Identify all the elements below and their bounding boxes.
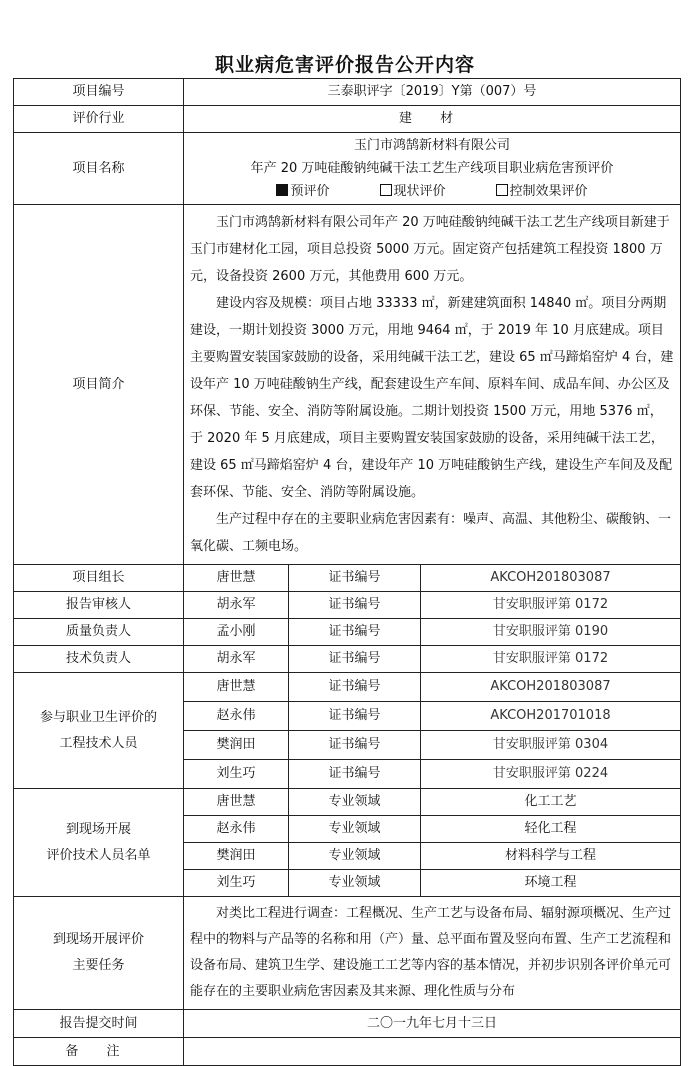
participant-cert: AKCOH201701018 — [421, 702, 681, 731]
option-pre-evaluation[interactable]: 预评价 — [276, 180, 329, 203]
onsite-name: 赵永伟 — [184, 816, 289, 843]
onsite-field: 专业领域 — [289, 843, 421, 870]
project-name: 年产 20 万吨硅酸钠纯碱干法工艺生产线项目职业病危害预评价 — [250, 161, 614, 176]
row-task — [14, 897, 681, 1010]
participant-field: 证书编号 — [289, 673, 421, 702]
reviewer-name: 胡永军 — [184, 592, 289, 619]
participant-field: 证书编号 — [289, 702, 421, 731]
project-no-label: 项目编号 — [14, 79, 184, 106]
project-no-value: 三泰职评字〔2019〕Y第（007）号 — [184, 79, 681, 106]
onsite-field: 专业领域 — [289, 870, 421, 897]
technical-label: 技术负责人 — [14, 646, 184, 673]
quality-field: 证书编号 — [289, 619, 421, 646]
onsite-specialty: 环境工程 — [421, 870, 681, 897]
onsite-name: 唐世慧 — [184, 789, 289, 816]
participant-name: 刘生巧 — [184, 760, 289, 789]
row-project-no — [14, 79, 681, 106]
disclosure-table — [13, 78, 681, 1066]
option-control-evaluation[interactable]: 控制效果评价 — [496, 180, 588, 203]
technical-field: 证书编号 — [289, 646, 421, 673]
row-summary — [14, 205, 681, 565]
evaluation-type-options — [188, 180, 676, 203]
remark-label: 备 注 — [14, 1038, 184, 1066]
leader-field: 证书编号 — [289, 565, 421, 592]
onsite-field: 专业领域 — [289, 789, 421, 816]
quality-label: 质量负责人 — [14, 619, 184, 646]
quality-cert: 甘安职服评第 0190 — [421, 619, 681, 646]
row-industry — [14, 106, 681, 133]
reviewer-cert: 甘安职服评第 0172 — [421, 592, 681, 619]
industry-value: 建 材 — [184, 106, 681, 133]
participant-name: 唐世慧 — [184, 673, 289, 702]
participant-cert: 甘安职服评第 0304 — [421, 731, 681, 760]
leader-label: 项目组长 — [14, 565, 184, 592]
row-quality — [14, 619, 681, 646]
project-name-label: 项目名称 — [14, 133, 184, 205]
summary-paragraph: 玉门市鸿鹄新材料有限公司年产 20 万吨硅酸钠纯碱干法工艺生产线项目新建于玉门市建材化工园，项目总投资 5000 万元。固定资产包括建筑工程投资 1800 万元，设备投资 2600 万元，其他费用 600 万元。 — [190, 215, 670, 284]
row-leader — [14, 565, 681, 592]
leader-name: 唐世慧 — [184, 565, 289, 592]
participant-field: 证书编号 — [289, 760, 421, 789]
remark-value — [184, 1038, 681, 1066]
row-onsite — [14, 789, 681, 816]
industry-label: 评价行业 — [14, 106, 184, 133]
participant-cert: AKCOH201803087 — [421, 673, 681, 702]
row-submit — [14, 1010, 681, 1038]
summary-paragraph: 建设内容及规模：项目占地 33333 ㎡，新建建筑面积 14840 ㎡。项目分两期建设，一期计划投资 3000 万元，用地 9464 ㎡，于 2019 年 10 月底建成。项目主要购置安装国家鼓励的设备，采用纯碱干法工艺，建设 65 ㎡马蹄焰窑炉 4 台，建设年产 10 万吨硅酸钠生产线，配套建设生产车间、原料车间、成品车间、办公区及环保、节能、安全、消防等附属设施。二期计划投资 1500 万元，用地 5376 ㎡，于 2020 年 5 月底建成，项目主要购置安装国家鼓励的设备，采用纯碱干法工艺，建设 65 ㎡马蹄焰窑炉 4 台，建设年产 10 万吨硅酸钠生产线，建设生产车间及及配套环保、节能、安全、消防等附属设施。 — [190, 296, 674, 500]
participant-name: 樊润田 — [184, 731, 289, 760]
onsite-specialty: 材料科学与工程 — [421, 843, 681, 870]
submit-label: 报告提交时间 — [14, 1010, 184, 1038]
technical-cert: 甘安职服评第 0172 — [421, 646, 681, 673]
row-remark — [14, 1038, 681, 1066]
onsite-label: 到现场开展 评价技术人员名单 — [14, 789, 184, 897]
task-cell — [184, 897, 681, 1010]
row-project-name — [14, 133, 681, 205]
quality-name: 孟小刚 — [184, 619, 289, 646]
onsite-specialty: 轻化工程 — [421, 816, 681, 843]
row-participant — [14, 673, 681, 702]
submit-date: 二〇一九年七月十三日 — [184, 1010, 681, 1038]
checkbox-empty-icon — [380, 184, 392, 196]
task-label: 到现场开展评价 主要任务 — [14, 897, 184, 1010]
reviewer-field: 证书编号 — [289, 592, 421, 619]
reviewer-label: 报告审核人 — [14, 592, 184, 619]
row-reviewer — [14, 592, 681, 619]
leader-cert: AKCOH201803087 — [421, 565, 681, 592]
task-text: 对类比工程进行调查：工程概况、生产工艺与设备布局、辐射源项概况、生产过程中的物料与产品等的名称和用（产）量、总平面布置及竖向布置、生产工艺流程和设备布局、建筑卫生学、建设施工工艺等内容的基本情况，并初步识别各评价单元可能存在的主要职业病危害因素及其来源、理化性质与分布 — [190, 906, 672, 999]
checkbox-empty-icon — [496, 184, 508, 196]
summary-cell — [184, 205, 681, 565]
onsite-field: 专业领域 — [289, 816, 421, 843]
onsite-name: 刘生巧 — [184, 870, 289, 897]
onsite-name: 樊润田 — [184, 843, 289, 870]
participants-label: 参与职业卫生评价的 工程技术人员 — [14, 673, 184, 789]
onsite-specialty: 化工工艺 — [421, 789, 681, 816]
row-technical — [14, 646, 681, 673]
page-title: 职业病危害评价报告公开内容 — [214, 54, 475, 76]
company-name: 玉门市鸿鹄新材料有限公司 — [354, 138, 511, 153]
participant-cert: 甘安职服评第 0224 — [421, 760, 681, 789]
summary-paragraph: 生产过程中存在的主要职业病危害因素有：噪声、高温、其他粉尘、碳酸钠、一氧化碳、工频电场。 — [190, 512, 672, 554]
project-name-cell — [184, 133, 681, 205]
option-status-evaluation[interactable]: 现状评价 — [380, 180, 446, 203]
summary-label: 项目简介 — [14, 205, 184, 565]
participant-field: 证书编号 — [289, 731, 421, 760]
checkbox-checked-icon — [276, 184, 288, 196]
technical-name: 胡永军 — [184, 646, 289, 673]
participant-name: 赵永伟 — [184, 702, 289, 731]
